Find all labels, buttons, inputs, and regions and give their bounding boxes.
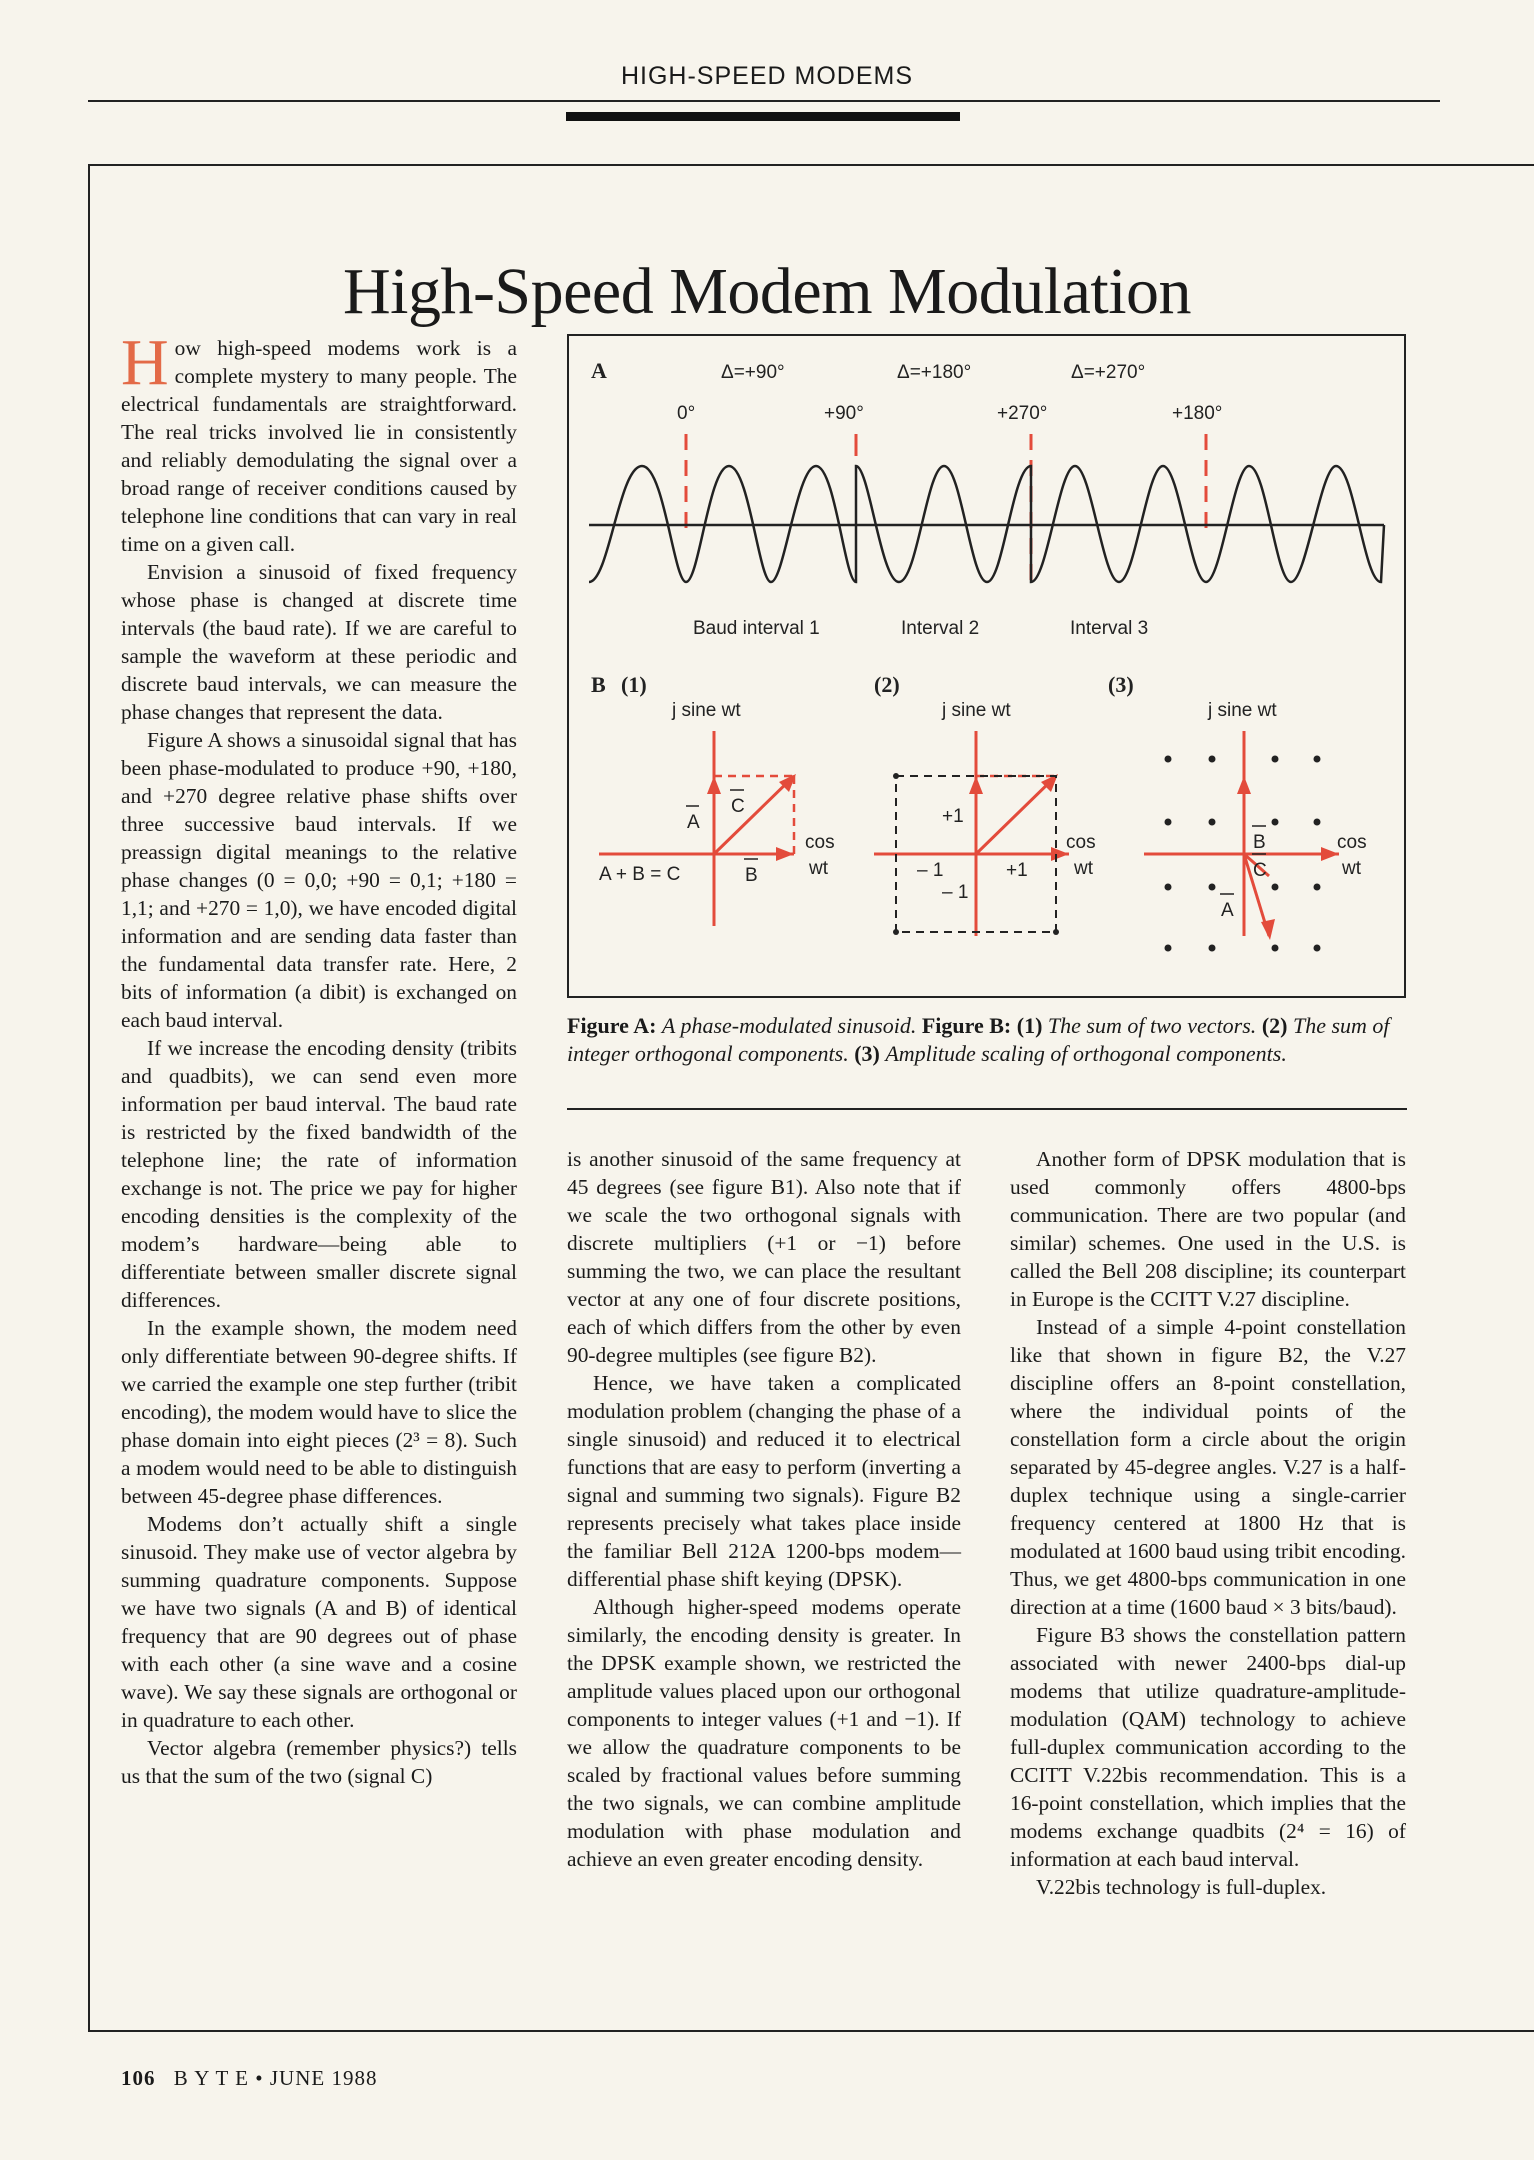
b2-point xyxy=(893,773,899,779)
phase-label-180: +180° xyxy=(1172,403,1223,424)
figure-caption xyxy=(567,1012,1407,1068)
caption-fig-a-text: A phase-modulated sinusoid. xyxy=(661,1013,917,1038)
delta-label-1: Δ=+90° xyxy=(721,362,785,383)
paragraph: If we increase the encoding density (tribits and quadbits), we can send even more information per baud interval. The baud rate is restricted by the fixed bandwidth of the telephone line; the rate of information exchange is not. The price we pay for higher encoding densities is the complexity of the modem’s hardware—being able to differentiate between smaller discrete signal differences. xyxy=(121,1036,517,1312)
b2-vector xyxy=(976,776,1056,854)
page-footer xyxy=(121,2066,377,2091)
interval-label-1: Baud interval 1 xyxy=(693,618,820,639)
b3-label-c: C xyxy=(1253,860,1267,881)
paragraph: Hence, we have taken a complicated modulation problem (changing the phase of a single sinusoid) and reduced it to electrical functions that are easy to perform (inverting a signal and summing two signals). Figure B2 represents precisely what takes place inside the familiar Bell 212A 1200-bps modem—differential phase shift keying (DPSK). xyxy=(567,1371,961,1591)
paragraph-text: ow high-speed modems work is a complete mystery to many people. The electrical fundamentals are straightforward. The real tricks involved lie in consistently and reliably demodulating the signal over a broad range of receiver conditions caused by telephone line conditions that can vary in real time on a given call. xyxy=(121,336,517,556)
caption-b2-num: (2) xyxy=(1261,1013,1288,1038)
panel-b1-label: (1) xyxy=(621,672,647,697)
interval-label-3: Interval 3 xyxy=(1070,618,1149,639)
b1-axis-y-label: j sine wt xyxy=(672,700,741,721)
phase-label-270: +270° xyxy=(997,403,1048,424)
caption-b2-text: The sum of integer orthogonal components. xyxy=(567,1013,1390,1066)
b2-point xyxy=(893,929,899,935)
delta-label-3: Δ=+270° xyxy=(1071,362,1146,383)
b3-label-b: B xyxy=(1253,832,1266,853)
b1-vector-c xyxy=(714,776,794,854)
header-rule xyxy=(88,100,1440,102)
b1-label-c: C xyxy=(731,796,745,817)
caption-b1-num: (1) xyxy=(1016,1013,1043,1038)
b1-label-b: B xyxy=(745,865,758,886)
b2-label-m1: – 1 xyxy=(917,860,944,881)
paragraph: In the example shown, the modem need only differentiate between 90-degree shifts. If we carried the example one step further (tribit encoding), the modem would have to slice the phase domain into eight pieces (2³ = 8). Such a modem would need to be able to distinguish between 45-degree phase differences. xyxy=(121,1316,517,1508)
panel-b2-label: (2) xyxy=(874,672,900,697)
paragraph: Vector algebra (remember physics?) tells us that the sum of the two (signal C) xyxy=(121,1736,517,1788)
paragraph xyxy=(121,326,517,558)
interval-label-2: Interval 2 xyxy=(901,618,980,639)
caption-rule xyxy=(567,1108,1407,1110)
panel-b3-label: (3) xyxy=(1108,672,1134,697)
b2-label-p1: +1 xyxy=(942,806,964,827)
running-head: HIGH-SPEED MODEMS xyxy=(620,62,914,90)
paragraph: Instead of a simple 4-point constellation like that shown in figure B2, the V.27 discipline offers an 8-point constellation, where the individual points of the constellation form a circle about the origin separated by 45-degree angles. V.27 is a half-duplex technique using a single-carrier frequency centered at 1800 Hz that is modulated at 1600 baud using tribit encoding. Thus, we get 4800-bps communication in one direction at a time (1600 baud × 3 bits/baud). xyxy=(1010,1315,1406,1619)
caption-b3-num: (3) xyxy=(854,1041,880,1066)
paragraph: Figure A shows a sinusoidal signal that has been phase-modulated to produce +90, +180, and +270 degree relative phase shifts over three successive baud intervals. If we preassign digital meanings to the relative phase changes (0 = 0,0; +90 = 0,1; +180 = 1,1; and +270 = 1,0), we have encoded digital information and are sending data faster than the fundamental data transfer rate. Here, 2 bits of information (a dibit) is exchanged on each baud interval. xyxy=(121,728,517,1032)
b3-arrow-y xyxy=(1237,776,1251,794)
b1-vector-b-arrow xyxy=(776,847,794,861)
panel-a-label: A xyxy=(591,358,607,383)
page-number: 106 xyxy=(121,2066,156,2090)
article-title: High-Speed Modem Modulation xyxy=(342,255,1192,329)
column-1 xyxy=(121,326,517,1790)
figure-box xyxy=(567,334,1406,998)
b1-sum-label: A + B = C xyxy=(599,864,681,885)
b3-cos-label: cos xyxy=(1337,832,1367,853)
b1-label-a: A xyxy=(687,812,700,833)
delta-label-2: Δ=+180° xyxy=(897,362,972,383)
b2-cos-label: cos xyxy=(1066,832,1096,853)
b2-wt-label: wt xyxy=(1074,858,1093,879)
paragraph: Although higher-speed modems operate similarly, the encoding density is greater. In the DPSK example shown, we restricted the amplitude values placed upon our orthogonal components to integer values (+1 and −1). If we allow the quadrature components to be scaled by fractional values before summing the two signals, we can combine amplitude modulation with phase modulation and achieve an even greater encoding density. xyxy=(567,1595,961,1871)
b3-axis-y-label: j sine wt xyxy=(1208,700,1277,721)
b3-label-a: A xyxy=(1221,900,1234,921)
b1-vector-a-arrow xyxy=(707,776,721,794)
b1-cos-label: cos xyxy=(805,832,835,853)
caption-fig-a-label: Figure A: xyxy=(567,1013,657,1038)
b3-wt-label: wt xyxy=(1342,858,1361,879)
header-bar xyxy=(566,112,960,121)
panel-b-label: B xyxy=(591,672,606,697)
column-2 xyxy=(567,1145,961,1873)
b3-vector-a-arrow xyxy=(1261,919,1275,940)
b2-point xyxy=(1053,929,1059,935)
paragraph: V.22bis technology is full-duplex. xyxy=(1036,1875,1327,1899)
issue-info: B Y T E • JUNE 1988 xyxy=(173,2066,378,2090)
paragraph: is another sinusoid of the same frequency at 45 degrees (see figure B1). Also note that if we scale the two orthogonal signals with discrete multipliers (+1 or −1) before summing the two, we can place the resultant vector at any one of four discrete positions, each of which differs from the other by even 90-degree multiples (see figure B2). xyxy=(567,1147,961,1367)
paragraph: Modems don’t actually shift a single sinusoid. They make use of vector algebra by summing quadrature components. Suppose we have two signals (A and B) of identical frequency that are 90 degrees out of phase with each other (a sine wave and a cosine wave). We say these signals are orthogonal or in quadrature to each other. xyxy=(121,1512,517,1732)
caption-b1-text: The sum of two vectors. xyxy=(1047,1013,1257,1038)
column-3 xyxy=(1010,1145,1406,1901)
b2-label-m1y: – 1 xyxy=(942,882,969,903)
paragraph: Envision a sinusoid of fixed frequency whose phase is changed at discrete time intervals (the baud rate). If we are careful to sample the waveform at these periodic and discrete baud intervals, we can measure the phase changes that represent the data. xyxy=(121,560,517,724)
caption-b3-text: Amplitude scaling of orthogonal components. xyxy=(885,1041,1287,1066)
b2-arrow-y xyxy=(969,776,983,794)
drop-cap: H xyxy=(121,326,169,399)
b1-wt-label: wt xyxy=(809,858,828,879)
b2-label-p1x: +1 xyxy=(1006,860,1028,881)
caption-fig-b-label: Figure B: xyxy=(921,1013,1012,1038)
phase-label-90: +90° xyxy=(824,403,864,424)
b2-axis-y-label: j sine wt xyxy=(942,700,1011,721)
paragraph: Figure B3 shows the constellation pattern associated with newer 2400-bps dial-up modems that utilize quadrature-amplitude-modulation (QAM) technology to achieve full-duplex communication according to the CCITT V.22bis recommendation. This is a 16-point constellation, which implies that the modems exchange quadbits (2⁴ = 16) of information at each baud interval. xyxy=(1010,1623,1406,1871)
paragraph: Another form of DPSK modulation that is used commonly offers 4800-bps communication. There are two popular (and similar) schemes. One used in the U.S. is called the Bell 208 discipline; its counterpart in Europe is the CCITT V.27 discipline. xyxy=(1010,1147,1406,1311)
figure-graphic xyxy=(569,336,1408,1000)
phase-label-0: 0° xyxy=(677,403,696,424)
